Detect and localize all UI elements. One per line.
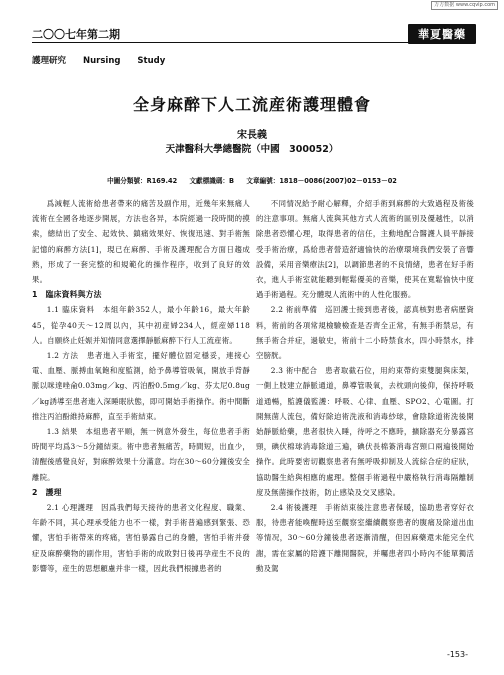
section-label-en-2: Study	[137, 56, 166, 66]
section-label	[32, 54, 179, 66]
author-affiliation: 天津醫科大學總醫院（中國 300052）	[165, 144, 339, 155]
body-paragraph: 2.2 術前準備 巡回護士接到患者後，認真核對患者病歷資料，術前的各項常規檢驗檢查是否齊全正常，有無手術禁忌，有無手術合并症，過敏史，術前十二小時禁食水，四小時禁水，排空膀胱。	[256, 305, 474, 361]
article-number: 文章編號：1818－0086(2007)02－0153－02	[246, 177, 397, 185]
header-rule	[32, 42, 476, 43]
article-author: 宋長義	[237, 130, 267, 141]
running-head	[32, 22, 476, 40]
issue-label: 二〇〇七年第二期	[32, 28, 120, 41]
body-column-right	[256, 196, 474, 636]
section-heading: 1 臨床資料與方法	[32, 290, 102, 300]
body-paragraph: 1.3 結果 本組患者平順，無一例意外發生，每位患者手術時間平均爲3～5分鐘結束。術中患者無痛苦，時間短，出血少，清醒後感覺良好，對麻醉效果十分滿意。均在30～60分鐘後安全離院。	[32, 427, 250, 482]
document-code: 文獻標識碼：B	[189, 177, 235, 185]
section-heading: 2 護理	[32, 487, 62, 497]
body-paragraph: 爲減輕人流術給患者帶來的痛苦及副作用，近幾年來無痛人流術在全國各地逐步開展，方法也各异，本院經過一段時間的摸索，總結出了安全、起效快、鎮痛效果好、恢復迅速、對手術無記憶的麻醉方法[1]，現已在麻醉、手術及護理配合方面日趨成熟，形成了一套完整的和規範化的操作程序，收到了良好的效果。	[32, 199, 250, 285]
body-paragraph: 不同情况給予耐心解釋，介紹手術到麻醉的大致過程及術後的注意事項。無痛人流與其他方式人流術的區别及優越性，以消除患者恐懼心理，取得患者的信任，主動地配合醫護人員平靜接受手術治療，爲給患者營造舒適愉快的治療環境我們安裝了音響設備，采用音樂療法[2]，以調節患者的不良情緒，患者在好手術衣，進人手術室就能聽到輕鬆優美的音樂，使其在寬鬆愉快中度過手術過程。充分體現人流術中的人性化服務。	[256, 199, 474, 300]
body-paragraph: 2.4 術後護理 手術結束後注意患者保暖，協助患者穿好衣服，待患者能喚醒時送至觀察室繼續觀察患者的腹痛及除道出血等情况，30～60分鐘後患者逐漸清醒，但因麻藥還未能完全代謝，需在家屬的陪護下離開醫院，并囑患者四小時內不能單獨活動及駕	[256, 503, 474, 573]
article-metadata	[0, 175, 504, 185]
journal-name: 華夏醫藥	[408, 24, 476, 44]
article-title: 全身麻醉下人工流産術護理體會	[132, 95, 371, 114]
clc-number: 中圖分類號：R169.42	[107, 177, 178, 185]
section-label-zh: 護理研究	[32, 56, 67, 66]
body-paragraph: 2.1 心理護理 因爲我們每天接待的患者文化程度、職業、年齡不同，其心理承受能力也不一樣，對手術普遍感到緊張、恐懼，害怕手術帶來的疼痛，害怕暴露自己的身體，害怕手術并發症及麻醉藥物的副作用，害怕手術的成敗對日後再孕産生不良的影響等，産生的思想顧慮并非一樣，因此我們根據患者的	[32, 503, 250, 573]
watermark: 万方数据 www.cqvip.com	[431, 1, 498, 10]
section-label-en-1: Nursing	[82, 56, 121, 66]
body-paragraph: 2.3 術中配合 患者取截石位，用約束帶約束雙腿與床架，一側上肢建立靜脈通道，鼻導管吸氧，去枕頭向後仰，保持呼吸道通暢，監護儀監護：呼吸、心律、血壓、SPO2、心電圖。打開無菌人流包，備好除迫術洗液和消毒紗球，會陰除道術洗後開始靜脈給藥，患者很快入睡，待呼之不應時，擴除器充分暴露宮頸，碘伏棉球消毒除道三遍，碘伏長棉簽消毒宮頸口兩遍後開始操作。此時要密切觀察患者有無呼吸抑制及人流綜合症的症狀，協助醫生給與相應的處理。整個手術過程中嚴格執行消毒隔離制度及無菌操作技術，防止感染及交叉感染。	[256, 366, 474, 497]
body-column-left	[32, 196, 250, 636]
body-paragraph: 1.2 方法 患者進入手術室，擺好體位固定穩妥，連接心電、血壓、脈搏血氧飽和度監測，給予鼻導管吸氧，開放手背靜脈以咪達唑侖0.03mg／kg、丙泊酚0.5mg／kg、芬太尼0.8ug／kg誘導至患者進入深睡眠狀態，即可開始手術操作。術中間斷推注丙泊酚維持麻醉，直至手術結束。	[32, 351, 250, 421]
body-paragraph: 1.1 臨床資料 本組年齡352人，最小年齡16，最大年齡45，從孕40天～12周以內，其中初産婦234人，經産婦118人。自願終止妊娠并知情同意選擇靜脈麻醉下行人工流産術。	[32, 305, 250, 345]
page-number: -153-	[446, 650, 468, 659]
